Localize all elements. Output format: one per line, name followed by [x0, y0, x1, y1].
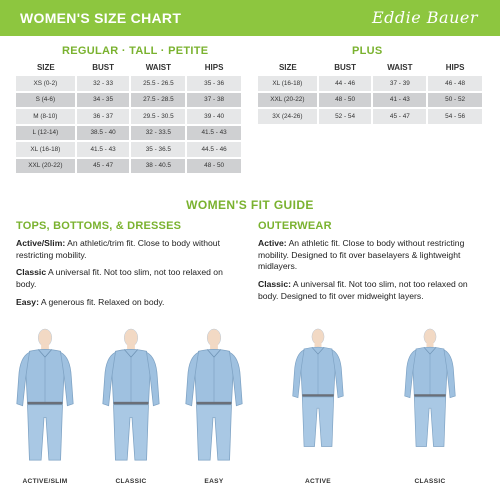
table-cell: 45 - 47 — [76, 158, 131, 175]
table-cell: XS (0-2) — [16, 76, 76, 92]
tops-heading: TOPS, BOTTOMS, & DRESSES — [16, 220, 182, 232]
table-row — [16, 76, 242, 92]
table-cell: 54 - 56 — [427, 108, 483, 125]
figure-label-active-slim: ACTIVE/SLIM — [22, 478, 68, 485]
page-title: WOMEN'S SIZE CHART — [20, 10, 182, 26]
table-cell: XL (16-18) — [258, 76, 318, 92]
outerwear-item-classic — [258, 279, 488, 302]
table-cell: 3X (24-26) — [258, 108, 318, 125]
figure-label-classic: CLASSIC — [115, 478, 147, 485]
fit-guide-title: WOMEN'S FIT GUIDE — [186, 198, 314, 212]
tops-item-active-term: Active/Slim: — [16, 238, 66, 248]
outerwear-item-classic-text: A universal fit. Not too slim, not too relaxed on body. Designed to fit over midweight layers. — [258, 279, 468, 301]
tops-item-easy — [16, 297, 241, 309]
regular-heading: REGULAR · TALL · PETITE — [62, 45, 209, 57]
table-row — [16, 108, 242, 125]
table-cell: 37 - 39 — [372, 76, 427, 92]
tops-item-classic — [16, 267, 241, 290]
easy-figure — [170, 328, 258, 464]
table-cell: 44 - 46 — [318, 76, 373, 92]
table-cell: 48 - 50 — [186, 158, 242, 175]
active-slim-figure — [6, 328, 84, 464]
table-row — [258, 92, 483, 109]
outerwear-item-classic-term: Classic: — [258, 279, 291, 289]
regular-column-header: BUST — [92, 62, 114, 72]
tops-item-easy-term: Easy: — [16, 297, 39, 307]
table-cell: 46 - 48 — [427, 76, 483, 92]
regular-column-header: SIZE — [36, 62, 55, 72]
classic-outerwear-figure — [390, 328, 470, 450]
table-row — [258, 108, 483, 125]
table-cell: L (12-14) — [16, 125, 76, 142]
table-cell: XXL (20-22) — [258, 92, 318, 109]
table-cell: 39 - 40 — [186, 108, 242, 125]
tops-item-easy-text: A generous fit. Relaxed on body. — [38, 297, 165, 307]
outerwear-item-active-term: Active: — [258, 238, 287, 248]
table-cell: XXL (20-22) — [16, 158, 76, 175]
header-bar — [0, 0, 500, 36]
table-cell: 41.5 - 43 — [76, 141, 131, 158]
table-row — [16, 125, 242, 142]
table-row — [258, 76, 483, 92]
active-outerwear-figure — [280, 328, 356, 450]
table-cell: 32 - 33.5 — [130, 125, 186, 142]
table-cell: 37 - 38 — [186, 92, 242, 109]
outerwear-item-active — [258, 238, 488, 273]
table-cell: M (8-10) — [16, 108, 76, 125]
table-row — [16, 141, 242, 158]
table-cell: 25.5 - 26.5 — [130, 76, 186, 92]
table-cell: 34 - 35 — [76, 92, 131, 109]
table-cell: 36 - 37 — [76, 108, 131, 125]
table-cell: 29.5 - 30.5 — [130, 108, 186, 125]
figure-label-active-outerwear: ACTIVE — [305, 478, 331, 485]
table-cell: 44.5 - 46 — [186, 141, 242, 158]
plus-size-table — [258, 58, 484, 126]
tops-item-classic-term: Classic — [16, 267, 47, 277]
table-cell: 48 - 50 — [318, 92, 373, 109]
table-cell: 41 - 43 — [372, 92, 427, 109]
plus-column-header: WAIST — [387, 62, 413, 72]
outerwear-item-active-text: An athletic fit. Close to body without restricting mobility. Designed to fit over baselayers & lightweight midlayers. — [258, 238, 465, 271]
outerwear-heading: OUTERWEAR — [258, 220, 332, 232]
table-cell: 27.5 - 28.5 — [130, 92, 186, 109]
tops-item-classic-text: A universal fit. Not too slim, not too relaxed on body. — [16, 267, 223, 289]
tops-item-active — [16, 238, 241, 261]
table-cell: 38 - 40.5 — [130, 158, 186, 175]
brand-logo: Eddie Bauer — [371, 8, 478, 27]
table-row — [16, 158, 242, 175]
regular-size-table — [16, 58, 243, 175]
table-cell: 41.5 - 43 — [186, 125, 242, 142]
table-cell: XL (16-18) — [16, 141, 76, 158]
table-cell: 35 - 36.5 — [130, 141, 186, 158]
table-row — [16, 92, 242, 109]
table-cell: 52 - 54 — [318, 108, 373, 125]
table-cell: 32 - 33 — [76, 76, 131, 92]
table-cell: S (4-6) — [16, 92, 76, 109]
regular-column-header: HIPS — [204, 62, 224, 72]
table-cell: 50 - 52 — [427, 92, 483, 109]
tops-item-active-text: An athletic/trim fit. Close to body without restricting mobility. — [16, 238, 220, 260]
table-cell: 35 - 36 — [186, 76, 242, 92]
plus-column-header: HIPS — [445, 62, 465, 72]
figure-label-classic-outerwear: CLASSIC — [414, 478, 446, 485]
regular-column-header: WAIST — [145, 62, 172, 72]
table-cell: 45 - 47 — [372, 108, 427, 125]
table-cell: 38.5 - 40 — [76, 125, 131, 142]
plus-column-header: SIZE — [278, 62, 297, 72]
classic-tops-figure — [90, 328, 172, 464]
figure-label-easy: EASY — [204, 478, 224, 485]
plus-heading: PLUS — [352, 45, 383, 57]
plus-column-header: BUST — [334, 62, 356, 72]
